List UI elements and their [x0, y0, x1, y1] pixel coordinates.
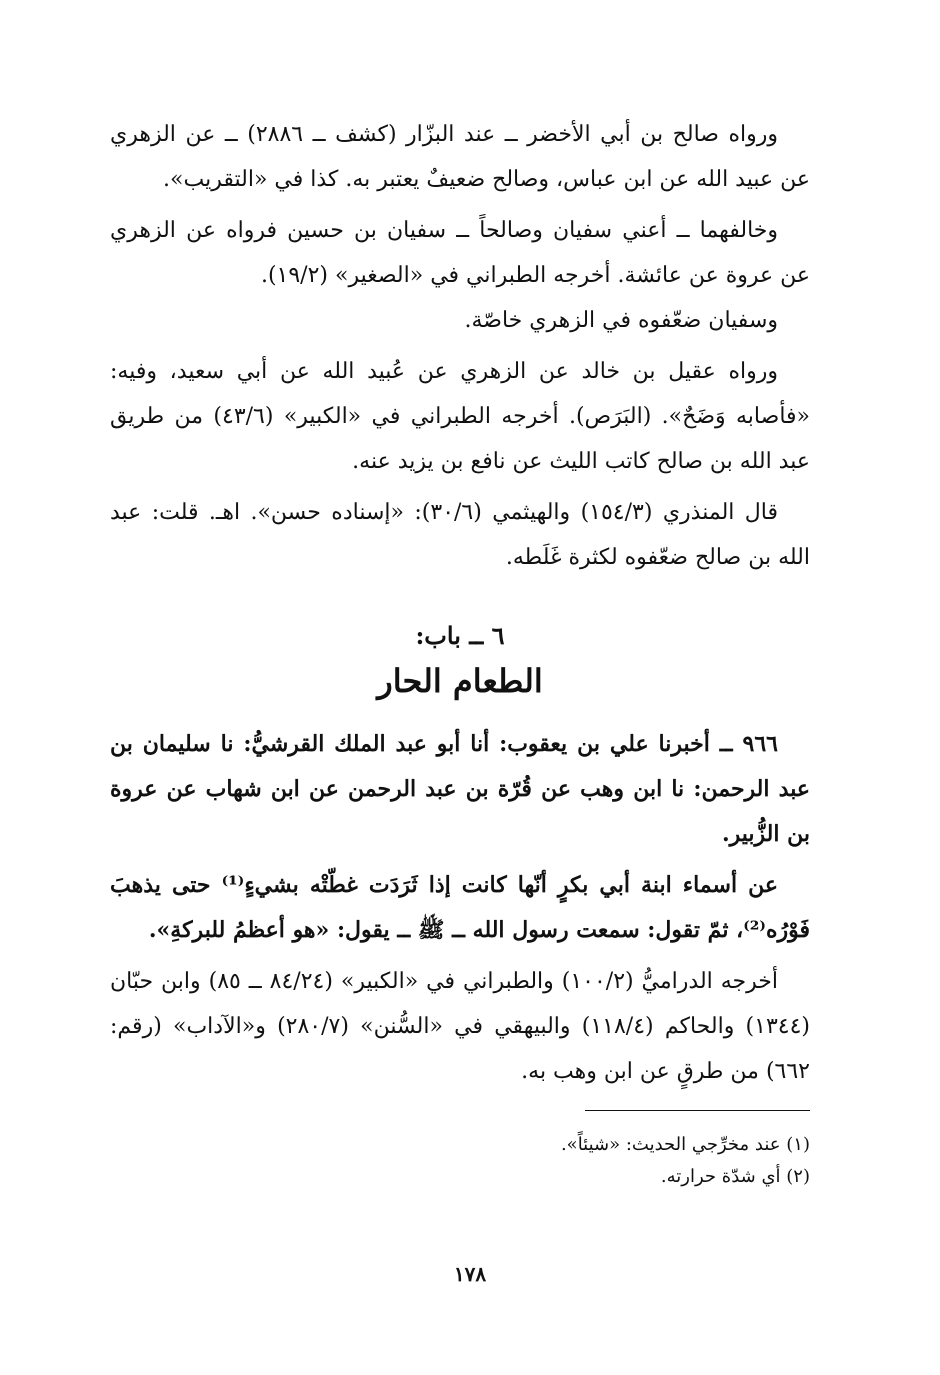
- chapter-title: الطعام الحار: [377, 662, 543, 700]
- paragraph-uqail-riwaya: ورواه عقيل بن خالد عن الزهري عن عُبيد الله عن أبي سعيد، وفيه: «فأصابه وَضَحٌ». (البَرَص). أخرجه الطبراني في «الكبير» (٤٣/٦) من طريق عبد الله بن صالح كاتب الليث عن نافع بن يزيد عنه.: [110, 359, 810, 474]
- footnote-divider: [585, 1110, 810, 1111]
- paragraph-salih-riwaya: ورواه صالح بن أبي الأخضر ــ عند البزّار (كشف ــ ٢٨٨٦) ــ عن الزهري عن عبيد الله عن ابن عباس، وصالح ضعيفٌ يعتبر به. كذا في «التقريب».: [110, 122, 810, 192]
- hadith-matn: عن أسماء ابنة أبي بكرٍ أنّها كانت إذا ثَرَدَت غطّتْه بشيءٍ⁽¹⁾ حتى يذهبَ فَوْرُه⁽²⁾، ثمّ تقول: سمعت رسول الله ــ ﷺ ــ يقول: «هو أعظمُ للبركةِ».: [110, 872, 810, 943]
- page-body: [110, 112, 810, 1193]
- hadith-isnad: ٩٦٦ ــ أخبرنا علي بن يعقوب: أنا أبو عبد الملك القرشيُّ: نا سليمان بن عبد الرحمن: نا ابن وهب عن قُرّة بن عبد الرحمن عن ابن شهاب عن عروة بن الزُّبير.: [110, 731, 810, 847]
- paragraph-khalafahuma: وخالفهما ــ أعني سفيان وصالحاً ــ سفيان بن حسين فرواه عن الزهري عن عروة عن عائشة. أخرجه الطبراني في «الصغير» (١٩/٢).: [110, 218, 810, 288]
- paragraph-sufyan-daif: وسفيان ضعّفوه في الزهري خاصّة.: [464, 308, 778, 333]
- paragraph-mundhiri: قال المنذري (١٥٤/٣) والهيثمي (٣٠/٦): «إسناده حسن». اهـ. قلت: عبد الله بن صالح ضعّفوه لكثرة غَلَطه.: [110, 500, 810, 570]
- chapter-number: ٦ ــ باب:: [415, 621, 505, 650]
- footnote-1: (١) عند مخرِّجي الحديث: «شيئاً».: [560, 1134, 810, 1155]
- footnote-2: (٢) أي شدّة حرارته.: [660, 1166, 810, 1187]
- hadith-takhrij: أخرجه الدراميُّ (١٠٠/٢) والطبراني في «الكبير» (٨٤/٢٤ ــ ٨٥) وابن حبّان (١٣٤٤) والحاكم (١١٨/٤) والبيهقي في «السُّنن» (٢٨٠/٧) و«الآداب» (رقم: ٦٦٢) من طرقٍ عن ابن وهب به.: [110, 969, 810, 1084]
- page-number: ١٧٨: [453, 1262, 487, 1286]
- footnotes: [110, 1129, 810, 1193]
